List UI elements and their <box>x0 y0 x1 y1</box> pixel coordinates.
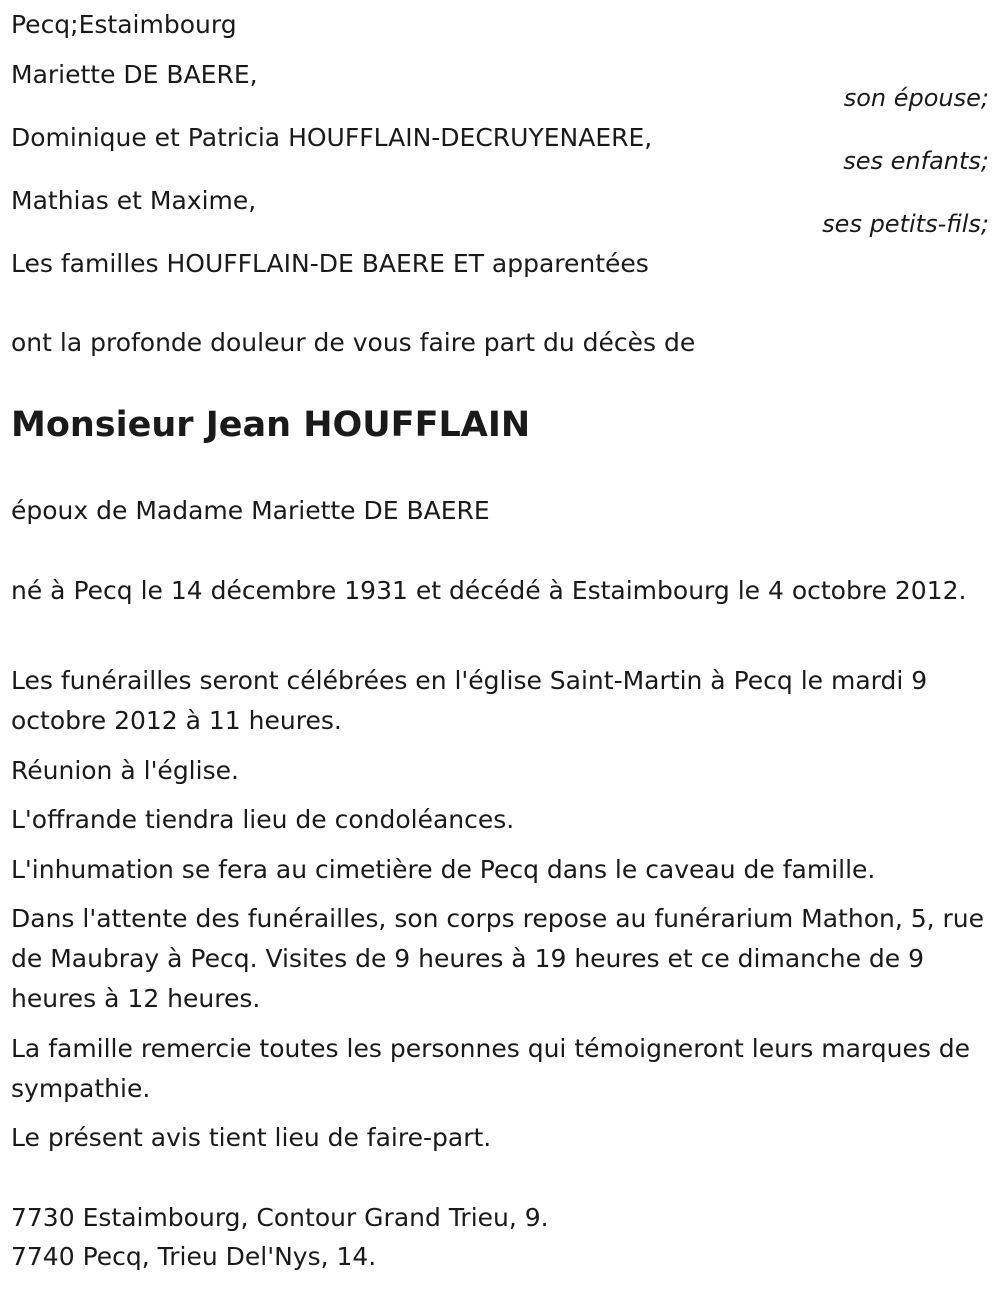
relation-spouse: son épouse; <box>843 84 989 112</box>
deceased-name: Monsieur Jean HOUFFLAIN <box>11 405 531 445</box>
family-member-grandchildren: Mathias et Maxime, <box>11 186 257 215</box>
notice-line: Le présent avis tient lieu de faire-part. <box>11 1123 492 1152</box>
families-line: Les familles HOUFFLAIN-DE BAERE ET apparentées <box>11 249 649 278</box>
spouse-line: époux de Madame Mariette DE BAERE <box>11 496 490 525</box>
family-member-spouse: Mariette DE BAERE, <box>11 60 258 89</box>
address-pecq: 7740 Pecq, Trieu Del'Nys, 14. <box>11 1242 377 1271</box>
address-estaimbourg: 7730 Estaimbourg, Contour Grand Trieu, 9. <box>11 1203 549 1232</box>
announcement-line: ont la profonde douleur de vous faire part du décès de <box>11 328 696 357</box>
relation-children: ses enfants; <box>843 147 989 175</box>
funerarium-line: Dans l'attente des funérailles, son corps repose au funérarium Mathon, 5, rue de Maubray à Pecq. Visites de 9 heures à 19 heures et ce dimanche de 9 heures à 12 heures. <box>11 904 985 1013</box>
location-line: Pecq;Estaimbourg <box>11 10 237 39</box>
reunion-line: Réunion à l'église. <box>11 756 239 785</box>
funeral-ceremony: Les funérailles seront célébrées en l'église Saint-Martin à Pecq le mardi 9 octobre 2012 à 11 heures. <box>11 666 928 735</box>
thanks-line: La famille remercie toutes les personnes qui témoigneront leurs marques de sympathie. <box>11 1034 971 1103</box>
birth-death-line: né à Pecq le 14 décembre 1931 et décédé à Estaimbourg le 4 octobre 2012. <box>11 576 967 605</box>
family-member-children: Dominique et Patricia HOUFFLAIN-DECRUYENAERE, <box>11 123 653 152</box>
offering-line: L'offrande tiendra lieu de condoléances. <box>11 805 515 834</box>
burial-line: L'inhumation se fera au cimetière de Pecq dans le caveau de famille. <box>11 855 876 884</box>
relation-grandchildren: ses petits-fils; <box>822 210 989 238</box>
